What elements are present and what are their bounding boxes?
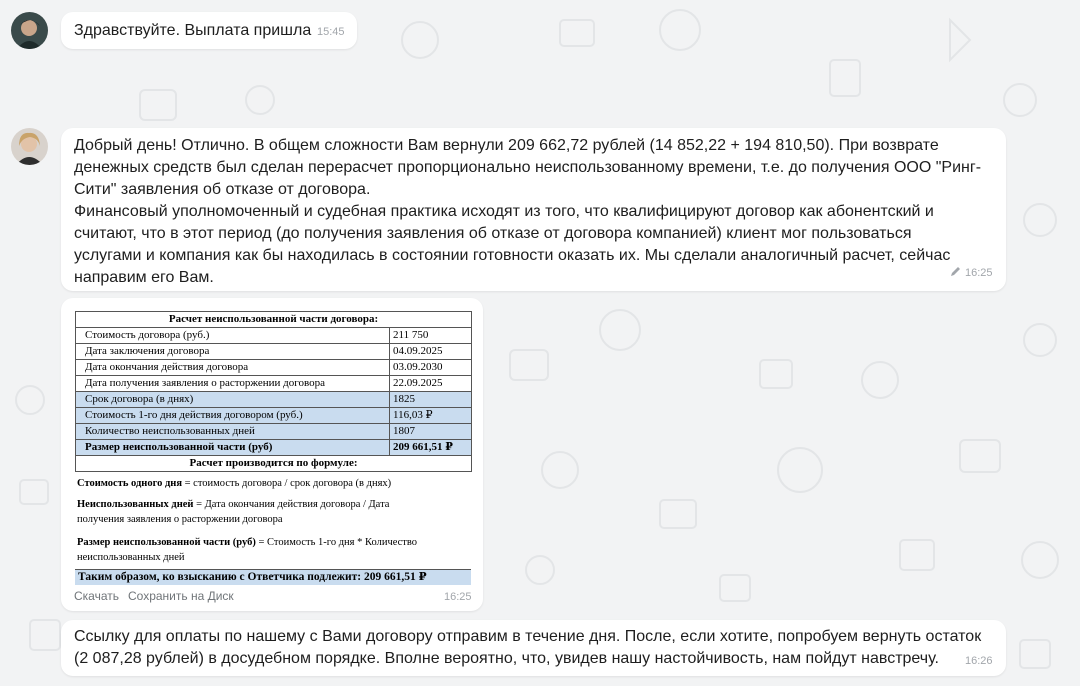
row-label: Срок договора (в днях) xyxy=(76,392,390,408)
message-line: считают, что в этот период (до получения заявления об отказе от договора компанией) клиент мог пользоваться xyxy=(74,225,912,242)
formula-term: Размер неиспользованной части (руб) xyxy=(77,537,256,548)
row-label: Дата окончания действия договора xyxy=(76,360,390,376)
table-row xyxy=(76,312,472,328)
table-row xyxy=(76,344,472,360)
message-line: Добрый день! Отлично. В общем сложности Вам вернули 209 662,72 рублей (14 852,22 + 194 810,50). При возврате xyxy=(74,137,939,154)
message-line: Финансовый уполномоченный и судебная практика исходят из того, что квалифицируют договор как абонентский и xyxy=(74,203,934,220)
formula-unused-days xyxy=(77,497,389,527)
row-label: Дата заключения договора xyxy=(76,344,390,360)
user-avatar-image xyxy=(11,12,48,49)
operator-avatar[interactable] xyxy=(11,128,48,165)
total-amount: Таким образом, ко взысканию с Ответчика подлежит: 209 661,51 ₽ xyxy=(75,569,471,585)
message-line: Ссылку для оплаты по нашему с Вами договору отправим в течение дня. После, если хотите, попробуем вернуть остаток xyxy=(74,628,982,645)
message-line: услугами и компания как бы находилась в состоянии готовности оказать их. Мы сделали аналогичный расчет, сейчас xyxy=(74,247,951,264)
table-row xyxy=(76,376,472,392)
row-label: Количество неиспользованных дней xyxy=(76,424,390,440)
table-row xyxy=(76,440,472,456)
user-avatar[interactable] xyxy=(11,12,48,49)
message-time: 16:26 xyxy=(965,655,993,667)
calculation-table xyxy=(75,311,472,472)
row-label: Стоимость договора (руб.) xyxy=(76,328,390,344)
formula-unused-amount xyxy=(77,535,417,565)
formula-title: Расчет производится по формуле: xyxy=(76,456,472,472)
message-payment-link[interactable] xyxy=(61,620,1006,676)
formula-expression: = Стоимость 1-го дня * Количество xyxy=(255,537,418,548)
message-text xyxy=(74,626,999,670)
row-label: Размер неиспользованной части (руб) xyxy=(76,440,390,456)
table-row xyxy=(76,360,472,376)
table-row xyxy=(76,328,472,344)
formula-expression: = Дата окончания действия договора / Дата xyxy=(193,499,390,510)
save-to-disk-button[interactable]: Сохранить на Диск xyxy=(128,589,234,603)
row-value: 03.09.2030 xyxy=(390,360,472,376)
message-line: направим его Вам. xyxy=(74,269,214,286)
pencil-icon xyxy=(950,266,961,280)
row-value: 1807 xyxy=(390,424,472,440)
row-value: 1825 xyxy=(390,392,472,408)
download-button[interactable]: Скачать xyxy=(74,589,119,603)
table-row xyxy=(76,392,472,408)
table-row xyxy=(76,424,472,440)
formula-term: Стоимость одного дня xyxy=(77,478,183,489)
message-time: 16:25 xyxy=(965,267,993,279)
message-line: денежных средств был сделан перерасчет пропорционально неиспользованному времени, т.е. до получения ООО "Ринг- xyxy=(74,159,982,176)
message-greeting[interactable] xyxy=(61,12,357,49)
table-row xyxy=(76,408,472,424)
row-value: 04.09.2025 xyxy=(390,344,472,360)
message-time: 16:25 xyxy=(444,591,472,603)
message-line: Сити" заявления об отказе от договора. xyxy=(74,181,371,198)
message-text xyxy=(74,135,999,289)
message-time: 15:45 xyxy=(317,26,345,38)
formula-expression: = стоимость договора / срок договора (в днях) xyxy=(182,478,392,489)
formula-expression: неиспользованных дней xyxy=(77,552,185,563)
formula-term: Неиспользованных дней xyxy=(77,499,194,510)
message-line: (2 087,28 рублей) в досудебном порядке. Вполне вероятно, что, увидев нашу настойчивость, нам пойдут навстречу. xyxy=(74,650,939,667)
calculation-document[interactable] xyxy=(75,311,471,583)
row-value: 22.09.2025 xyxy=(390,376,472,392)
operator-avatar-image xyxy=(11,128,48,165)
message-text: Здравствуйте. Выплата пришла xyxy=(74,22,312,39)
row-value: 116,03 ₽ xyxy=(390,408,472,424)
table-row xyxy=(76,456,472,472)
row-label: Стоимость 1-го дня действия договором (руб.) xyxy=(76,408,390,424)
formula-expression: получения заявления о расторжении договора xyxy=(77,514,283,525)
formula-day-cost xyxy=(77,476,391,491)
row-label: Дата получения заявления о расторжении договора xyxy=(76,376,390,392)
row-value: 211 750 xyxy=(390,328,472,344)
row-value: 209 661,51 ₽ xyxy=(390,440,472,456)
doc-title: Расчет неиспользованной части договора: xyxy=(76,312,472,328)
message-explanation[interactable] xyxy=(61,128,1006,291)
